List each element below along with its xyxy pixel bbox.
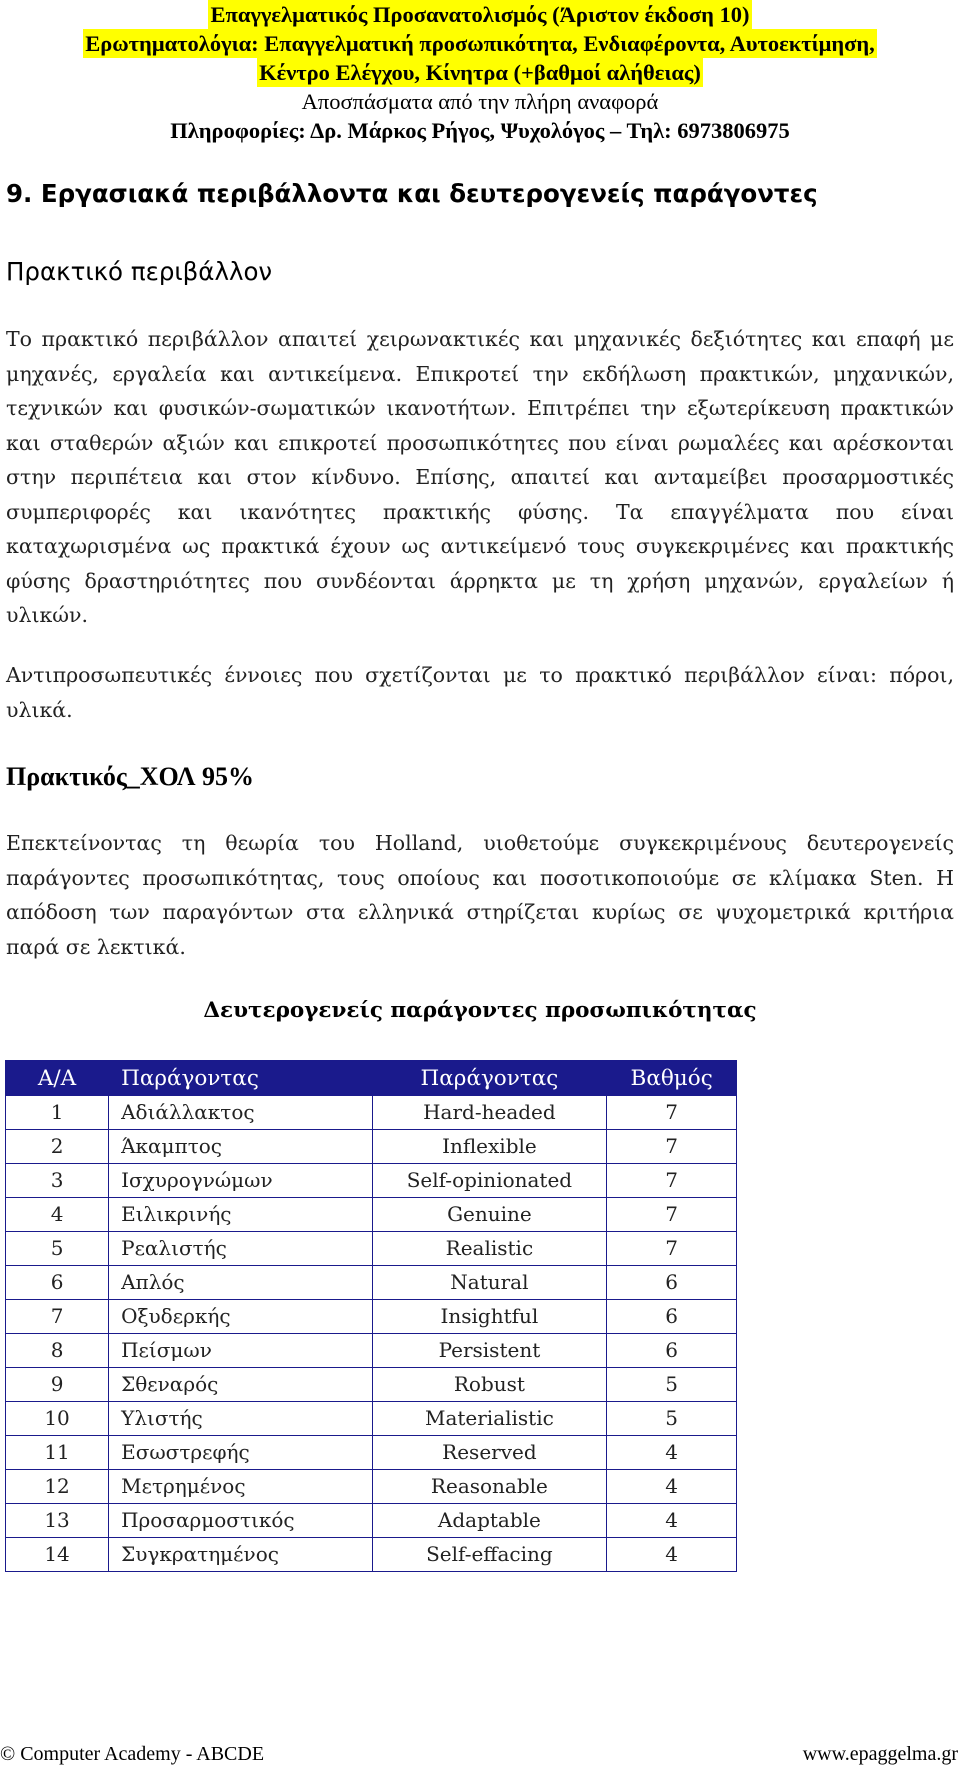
table-title: Δευτερογενείς παράγοντες προσωπικότητας bbox=[203, 998, 757, 1023]
table-row bbox=[6, 1538, 737, 1572]
cell-score: 4 bbox=[607, 1504, 737, 1538]
cell-index: 7 bbox=[6, 1300, 109, 1334]
cell-index: 9 bbox=[6, 1368, 109, 1402]
cell-factor-greek: Άκαμπτος bbox=[109, 1130, 372, 1164]
document-header bbox=[0, 0, 960, 145]
header-line-5: Πληροφορίες: Δρ. Μάρκος Ρήγος, Ψυχολόγος – Τηλ: 6973806975 bbox=[170, 118, 790, 143]
footer-website-link[interactable]: www.epaggelma.gr bbox=[802, 1743, 958, 1765]
cell-factor-greek: Απλός bbox=[109, 1266, 372, 1300]
header-subtitle-line bbox=[0, 29, 960, 58]
table-row bbox=[6, 1334, 737, 1368]
header-subtitle-line-2 bbox=[0, 58, 960, 87]
cell-index: 13 bbox=[6, 1504, 109, 1538]
cell-score: 7 bbox=[607, 1198, 737, 1232]
cell-score: 7 bbox=[607, 1130, 737, 1164]
cell-factor-greek: Προσαρμοστικός bbox=[109, 1504, 372, 1538]
cell-factor-english: Persistent bbox=[372, 1334, 607, 1368]
header-factor-english: Παράγοντας bbox=[372, 1061, 607, 1096]
section-title: 9. Εργασιακά περιβάλλοντα και δευτερογενείς παράγοντες bbox=[6, 179, 818, 208]
header-score: Βαθμός bbox=[607, 1061, 737, 1096]
cell-index: 10 bbox=[6, 1402, 109, 1436]
cell-factor-english: Adaptable bbox=[372, 1504, 607, 1538]
cell-score: 6 bbox=[607, 1334, 737, 1368]
cell-factor-english: Natural bbox=[372, 1266, 607, 1300]
cell-factor-english: Inflexible bbox=[372, 1130, 607, 1164]
cell-factor-english: Self-opinionated bbox=[372, 1164, 607, 1198]
cell-index: 3 bbox=[6, 1164, 109, 1198]
cell-factor-greek: Σθεναρός bbox=[109, 1368, 372, 1402]
cell-index: 2 bbox=[6, 1130, 109, 1164]
header-index: Α/Α bbox=[6, 1061, 109, 1096]
header-title-line bbox=[0, 0, 960, 29]
header-line-3: Κέντρο Ελέγχου, Κίνητρα (+βαθμοί αλήθειας) bbox=[259, 60, 701, 85]
cell-index: 1 bbox=[6, 1096, 109, 1130]
table-row bbox=[6, 1096, 737, 1130]
header-line-2: Ερωτηματολόγια: Επαγγελματική προσωπικότητα, Ενδιαφέροντα, Αυτοεκτίμηση, bbox=[85, 31, 875, 56]
subsection-title: Πρακτικό περιβάλλον bbox=[6, 257, 273, 286]
paragraph-practical-environment: Το πρακτικό περιβάλλον απαιτεί χειρωνακτικές και μηχανικές δεξιότητες και επαφή με μηχανές, εργαλεία και αντικείμενα. Επικροτεί την εκδήλωση πρακτικών, μηχανικών, τεχνικών και φυσικών-σωματικών ικανοτήτων. Επιτρέπει την εξωτερίκευση πρακτικών και σταθερών αξιών και επικροτεί προσωπικότητες που είναι ρωμαλέες και αρέσκονται στην περιπέτεια και στον κίνδυνο. Επίσης, απαιτεί και ανταμείβει προσαρμοστικές συμπεριφορές και ικανότητες πρακτικής φύσης. Τα επαγγέλματα που είναι καταχωρισμένα ως πρακτικά έχουν ως αντικείμενό τους συγκεκριμένες και πρακτικής φύσης δραστηριότητες που συνδέονται άρρηκτα με τη χρήση μηχανών, εργαλείων ή υλικών. bbox=[6, 327, 954, 627]
cell-factor-greek: Πείσμων bbox=[109, 1334, 372, 1368]
cell-factor-english: Genuine bbox=[372, 1198, 607, 1232]
table-row bbox=[6, 1470, 737, 1504]
table-row bbox=[6, 1198, 737, 1232]
table-row bbox=[6, 1402, 737, 1436]
cell-score: 7 bbox=[607, 1232, 737, 1266]
cell-score: 4 bbox=[607, 1538, 737, 1572]
page-footer bbox=[0, 1740, 960, 1768]
header-line-1: Επαγγελματικός Προσανατολισμός (Άριστον έκδοση 10) bbox=[210, 2, 750, 27]
paragraph-holland-theory: Επεκτείνοντας τη θεωρία του Holland, υιοθετούμε συγκεκριμένους δευτερογενείς παράγοντες προσωπικότητας, τους οποίους και ποσοτικοποιούμε σε κλίμακα Sten. Η απόδοση των παραγόντων στα ελληνικά στηρίζεται κυρίως σε ψυχομετρικά κριτήρια παρά σε λεκτικά. bbox=[6, 831, 954, 959]
table-row bbox=[6, 1504, 737, 1538]
cell-index: 12 bbox=[6, 1470, 109, 1504]
table-header-row bbox=[6, 1061, 737, 1096]
cell-index: 11 bbox=[6, 1436, 109, 1470]
cell-factor-greek: Ειλικρινής bbox=[109, 1198, 372, 1232]
cell-factor-english: Self-effacing bbox=[372, 1538, 607, 1572]
cell-factor-english: Materialistic bbox=[372, 1402, 607, 1436]
table-row bbox=[6, 1266, 737, 1300]
cell-factor-greek: Μετρημένος bbox=[109, 1470, 372, 1504]
cell-factor-greek: Συγκρατημένος bbox=[109, 1538, 372, 1572]
cell-factor-english: Reasonable bbox=[372, 1470, 607, 1504]
cell-factor-greek: Ισχυρογνώμων bbox=[109, 1164, 372, 1198]
cell-score: 6 bbox=[607, 1300, 737, 1334]
cell-score: 7 bbox=[607, 1164, 737, 1198]
cell-score: 5 bbox=[607, 1368, 737, 1402]
cell-index: 14 bbox=[6, 1538, 109, 1572]
table-row bbox=[6, 1300, 737, 1334]
table-row bbox=[6, 1368, 737, 1402]
cell-factor-greek: Οξυδερκής bbox=[109, 1300, 372, 1334]
paragraph-representative-concepts: Αντιπροσωπευτικές έννοιες που σχετίζονται με το πρακτικό περιβάλλον είναι: πόροι, υλικά. bbox=[6, 663, 954, 722]
cell-index: 6 bbox=[6, 1266, 109, 1300]
footer-copyright: © Computer Academy - ABCDE bbox=[0, 1743, 265, 1765]
cell-score: 5 bbox=[607, 1402, 737, 1436]
cell-factor-greek: Αδιάλλακτος bbox=[109, 1096, 372, 1130]
header-line-4: Αποσπάσματα από την πλήρη αναφορά bbox=[301, 89, 659, 114]
cell-factor-greek: Ρεαλιστής bbox=[109, 1232, 372, 1266]
table-row bbox=[6, 1232, 737, 1266]
score-heading: Πρακτικός_ΧΟΛ 95% bbox=[6, 762, 255, 791]
table-row bbox=[6, 1130, 737, 1164]
cell-score: 6 bbox=[607, 1266, 737, 1300]
cell-factor-greek: Υλιστής bbox=[109, 1402, 372, 1436]
cell-index: 4 bbox=[6, 1198, 109, 1232]
cell-factor-english: Insightful bbox=[372, 1300, 607, 1334]
cell-factor-greek: Εσωστρεφής bbox=[109, 1436, 372, 1470]
factors-table bbox=[5, 1060, 737, 1572]
cell-index: 8 bbox=[6, 1334, 109, 1368]
cell-factor-english: Realistic bbox=[372, 1232, 607, 1266]
cell-index: 5 bbox=[6, 1232, 109, 1266]
header-factor-greek: Παράγοντας bbox=[109, 1061, 372, 1096]
table-row bbox=[6, 1436, 737, 1470]
cell-factor-english: Hard-headed bbox=[372, 1096, 607, 1130]
cell-factor-english: Reserved bbox=[372, 1436, 607, 1470]
cell-score: 7 bbox=[607, 1096, 737, 1130]
table-row bbox=[6, 1164, 737, 1198]
cell-factor-english: Robust bbox=[372, 1368, 607, 1402]
cell-score: 4 bbox=[607, 1470, 737, 1504]
cell-score: 4 bbox=[607, 1436, 737, 1470]
